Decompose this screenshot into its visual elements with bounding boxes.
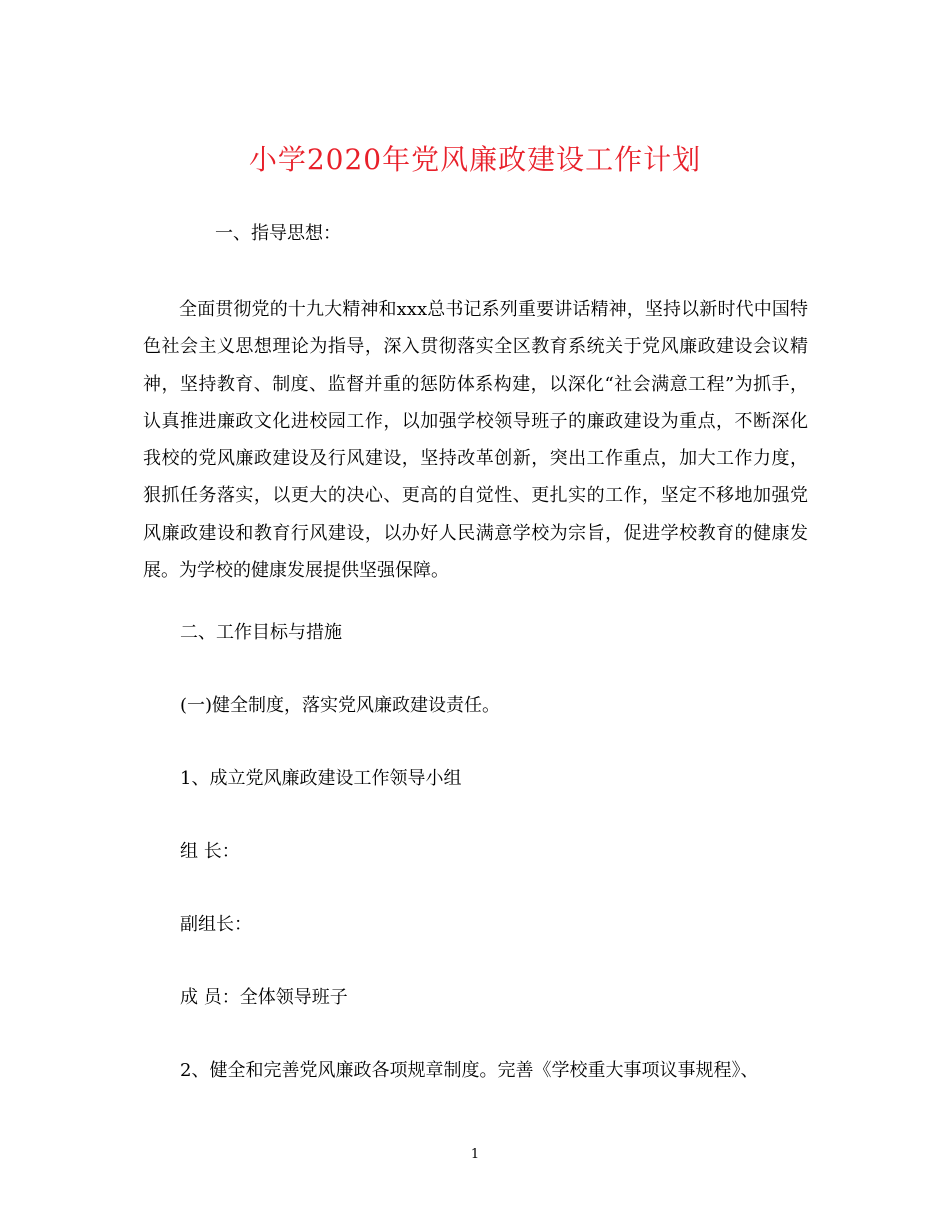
guiding-thought-paragraph: 全面贯彻党的十九大精神和xxx总书记系列重要讲话精神，坚持以新时代中国特色社会主义思想理论为指导，深入贯彻落实全区教育系统关于党风廉政建设会议精神，坚持教育、制度、监督并重的惩防体系构建，以深化“社会满意工程”为抓手，认真推进廉政文化进校园工作，以加强学校领导班子的廉政建设为重点，不断深化我校的党风廉政建设及行风建设，坚持改革创新，突出工作重点，加大工作力度，狠抓任务落实，以更大的决心、更高的自觉性、更扎实的工作，坚定不移地加强党风廉政建设和教育行风建设，以办好人民满意学校为宗旨，促进学校教育的健康发展。为学校的健康发展提供坚强保障。 — [143, 299, 808, 582]
leader-line: 组 长： — [180, 841, 240, 862]
members-line: 成 员：全体领导班子 — [180, 987, 348, 1008]
document-title: 小学2020年党风廉政建设工作计划 — [248, 143, 702, 176]
list-item-regulations: 2、健全和完善党风廉政各项规章制度。完善《学校重大事项议事规程》、 — [180, 1060, 759, 1081]
section-heading-goals-measures: 二、工作目标与措施 — [180, 622, 342, 643]
subsection-heading-system: (一)健全制度，落实党风廉政建设责任。 — [180, 695, 501, 716]
deputy-leader-line: 副组长： — [180, 914, 252, 935]
section-heading-guiding-thought: 一、指导思想： — [215, 223, 341, 244]
page-number: 1 — [470, 1147, 480, 1162]
list-item-leading-group: 1、成立党风廉政建设工作领导小组 — [180, 768, 462, 789]
